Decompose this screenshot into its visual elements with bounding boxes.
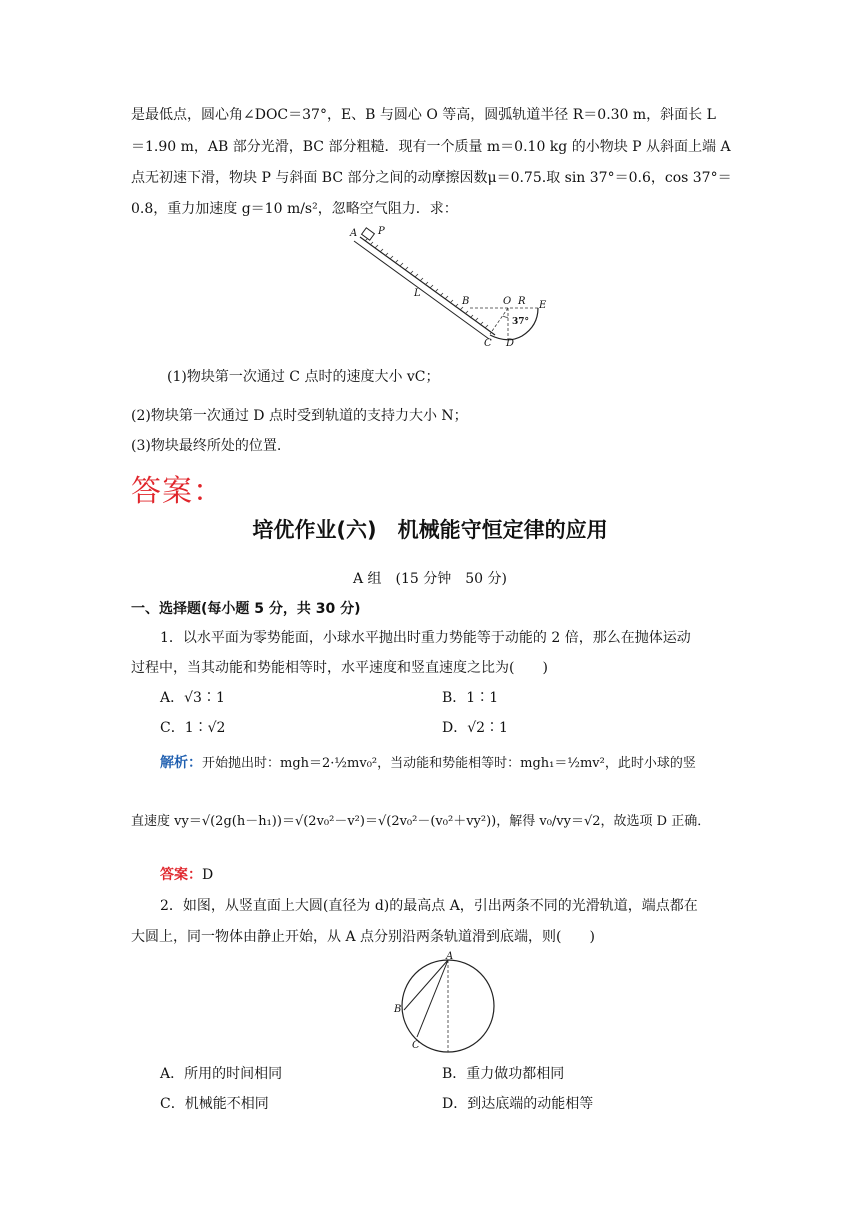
q1-answer-label: 答案：: [160, 867, 202, 883]
incline-track-figure: [330, 222, 560, 352]
q1-answer: [160, 865, 213, 885]
q2-option-d: D．到达底端的动能相等: [442, 1096, 594, 1112]
label-A-circle: A: [446, 951, 454, 962]
q1-analysis-label: 解析：: [160, 755, 202, 771]
q1-stem-line-2: 过程中，当其动能和势能相等时，水平速度和竖直速度之比为( ): [131, 660, 548, 676]
label-A: A: [350, 228, 358, 239]
label-P: P: [378, 226, 385, 237]
q1-answer-value: D: [202, 867, 214, 883]
label-C: C: [484, 338, 492, 349]
label-E: E: [539, 300, 547, 311]
label-O: O: [503, 296, 512, 307]
q1-option-a: A．√3∶1: [160, 690, 225, 706]
section-heading: 一、选择题(每小题 5 分，共 30 分): [131, 601, 361, 617]
problem-line-2: ＝1.90 m，AB 部分光滑，BC 部分粗糙．现有一个质量 m＝0.10 kg 的小物块 P 从斜面上端 A: [131, 139, 731, 155]
sub-question-3: (3)物块最终所处的位置.: [131, 438, 282, 454]
problem-line-1: 是最低点，圆心角∠DOC＝37°，E、B 与圆心 O 等高，圆弧轨道半径 R＝0.30 m，斜面长 L: [131, 107, 716, 123]
problem-line-4: 0.8，重力加速度 g＝10 m/s²，忽略空气阻力．求：: [131, 201, 458, 217]
q2-option-c: C．机械能不相同: [160, 1096, 269, 1112]
sub-question-1: (1)物块第一次通过 C 点时的速度大小 vC；: [167, 369, 440, 385]
q1-stem-line-1: 1．以水平面为零势能面，小球水平抛出时重力势能等于动能的 2 倍，那么在抛体运动: [160, 630, 691, 646]
q2-option-b: B．重力做功都相同: [442, 1066, 565, 1082]
q1-analysis-line-2: 直速度 vy＝√(2g(h－h₁))＝√(2v₀²－v²)＝√(2v₀²－(v₀²＋vy²))，解得 v₀/vy＝√2，故选项 D 正确．: [131, 814, 711, 829]
group-heading: A 组 (15 分钟 50 分): [352, 571, 507, 587]
label-D: D: [506, 338, 515, 349]
label-B-circle: B: [394, 1004, 402, 1015]
label-B: B: [462, 296, 470, 307]
answer-header: 答案：: [131, 474, 224, 509]
q1-option-c: C．1∶√2: [160, 720, 226, 736]
label-L: L: [414, 288, 421, 299]
label-C-circle: C: [412, 1040, 420, 1051]
problem-line-3: 点无初速下滑，物块 P 与斜面 BC 部分之间的动摩擦因数μ＝0.75.取 sin 37°＝0.6，cos 37°＝: [131, 170, 732, 186]
label-angle: 37°: [512, 317, 530, 327]
q1-analysis-line-1: [160, 753, 696, 774]
q1-analysis-text-1: 开始抛出时：mgh＝2·½mv₀²，当动能和势能相等时：mgh₁＝½mv²，此时小球的竖: [202, 756, 696, 771]
circle-tracks-figure: [390, 950, 500, 1056]
q2-option-a: A．所用的时间相同: [160, 1066, 283, 1082]
label-R: R: [518, 296, 526, 307]
q1-option-b: B．1∶1: [442, 690, 499, 706]
sub-question-2: (2)物块第一次通过 D 点时受到轨道的支持力大小 N；: [131, 408, 468, 424]
page-title: 培优作业(六) 机械能守恒定律的应用: [252, 518, 608, 542]
q1-option-d: D．√2∶1: [442, 720, 508, 736]
q2-stem-line-2: 大圆上，同一物体由静止开始，从 A 点分别沿两条轨道滑到底端，则( ): [131, 929, 595, 945]
q2-stem-line-1: 2．如图，从竖直面上大圆(直径为 d)的最高点 A，引出两条不同的光滑轨道，端点都在: [160, 898, 698, 914]
